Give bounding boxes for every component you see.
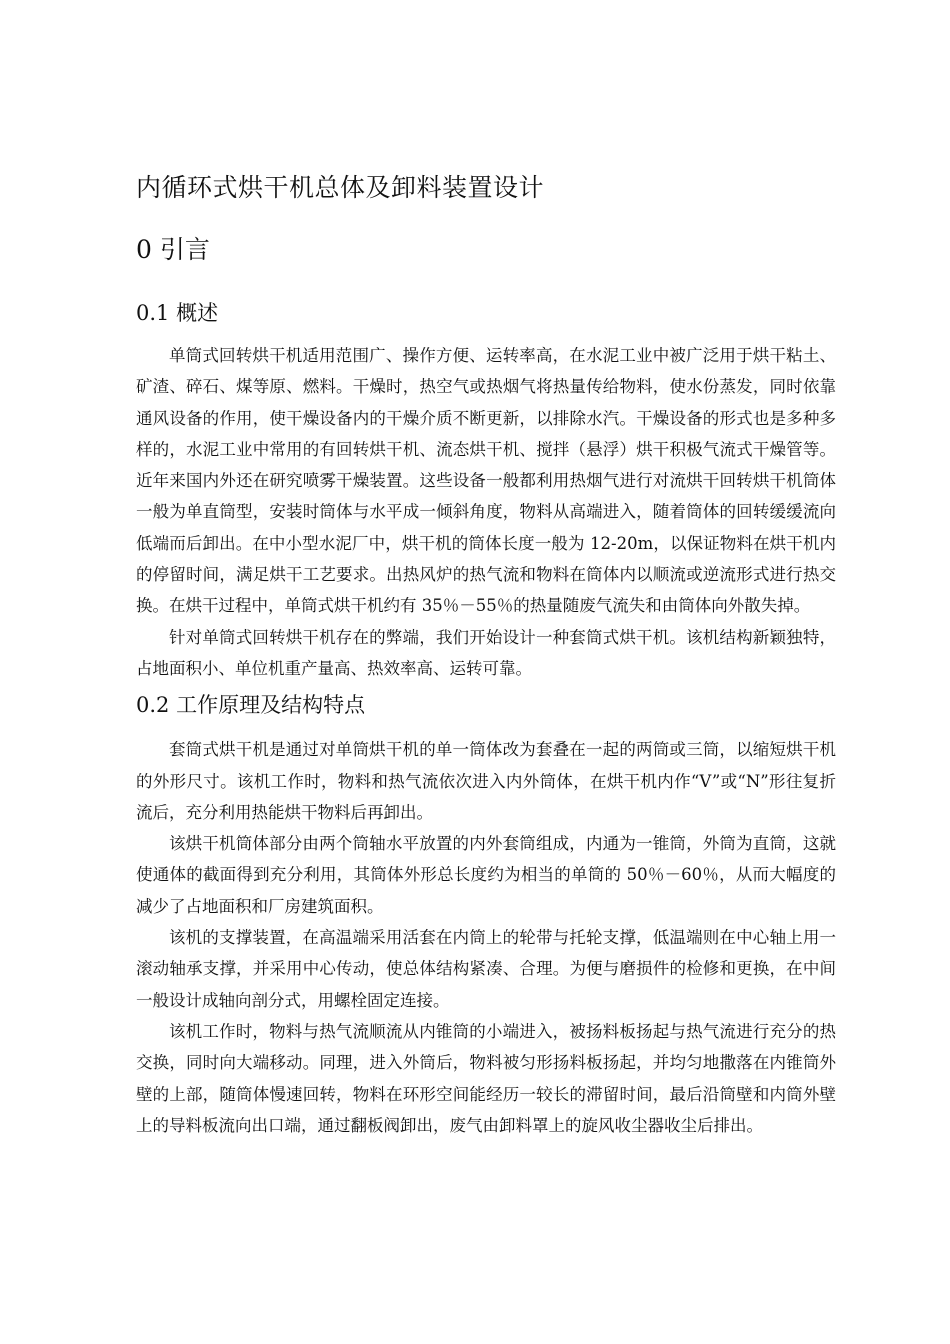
section-heading-working-principle: 0.2 工作原理及结构特点 [136,693,366,718]
section-overview [136,296,836,684]
paragraph: 针对单筒式回转烘干机存在的弊端，我们开始设计一种套筒式烘干机。该机结构新颖独特，占地面积小、单位机重产量高、热效率高、运转可靠。 [136,627,836,678]
paragraph: 单筒式回转烘干机适用范围广、操作方便、运转率高，在水泥工业中被广泛用于烘干粘土、矿渣、碎石、煤等原、燃料。干燥时，热空气或热烟气将热量传给物料，使水份蒸发，同时依靠通风设备的作用，使干燥设备内的干燥介质不断更新，以排除水汽。干燥设备的形式也是多种多样的，水泥工业中常用的有回转烘干机、流态烘干机、搅拌（悬浮）烘干积极气流式干燥管等。近年来国内外还在研究喷雾干燥装置。这些设备一般都利用热烟气进行对流烘干回转烘干机筒体一般为单直筒型，安装时筒体与水平成一倾斜角度，物料从高端进入，随着筒体的回转缓缓流向低端而后卸出。在中小型水泥厂中，烘干机的筒体长度一般为 12-20m，以保证物料在烘干机内的停留时间，满足烘干工艺要求。出热风炉的热气流和物料在筒体内以顺流或逆流形式进行热交换。在烘干过程中，单筒式烘干机约有 35％－55％的热量随废气流失和由筒体向外散失掉。 [136,346,836,616]
heading-introduction: 0 引言 [136,235,210,264]
section-working-principle [136,688,836,1141]
paragraph: 该机的支撑装置，在高温端采用活套在内筒上的轮带与托轮支撑，低温端则在中心轴上用一滚动轴承支撑，并采用中心传动，使总体结构紧凑、合理。为便与磨损件的检修和更换，在中间一般设计成轴向剖分式，用螺栓固定连接。 [136,928,836,1010]
paragraph: 该烘干机筒体部分由两个筒轴水平放置的内外套筒组成，内通为一锥筒，外筒为直筒，这就使通体的截面得到充分利用，其筒体外形总长度约为相当的单筒的 50％－60％，从而大幅度的减少了占地面积和厂房建筑面积。 [136,834,836,916]
paragraph: 该机工作时，物料与热气流顺流从内锥筒的小端进入，被扬料板扬起与热气流进行充分的热交换，同时向大端移动。同理，进入外筒后，物料被匀形扬料板扬起，并均匀地撒落在内锥筒外壁的上部，随筒体慢速回转，物料在环形空间能经历一较长的滞留时间，最后沿筒壁和内筒外壁上的导料板流向出口端，通过翻板阀卸出，废气由卸料罩上的旋风收尘器收尘后排出。 [136,1021,836,1135]
paragraph: 套筒式烘干机是通过对单筒烘干机的单一筒体改为套叠在一起的两筒或三筒，以缩短烘干机的外形尺寸。该机工作时，物料和热气流依次进入内外筒体，在烘干机内作“V”或“N”形往复折流后，充分利用热能烘干物料后再卸出。 [136,740,836,822]
document-title: 内循环式烘干机总体及卸料装置设计 [136,173,545,202]
section-heading-overview: 0.1 概述 [136,301,219,325]
document-body [136,168,836,1141]
